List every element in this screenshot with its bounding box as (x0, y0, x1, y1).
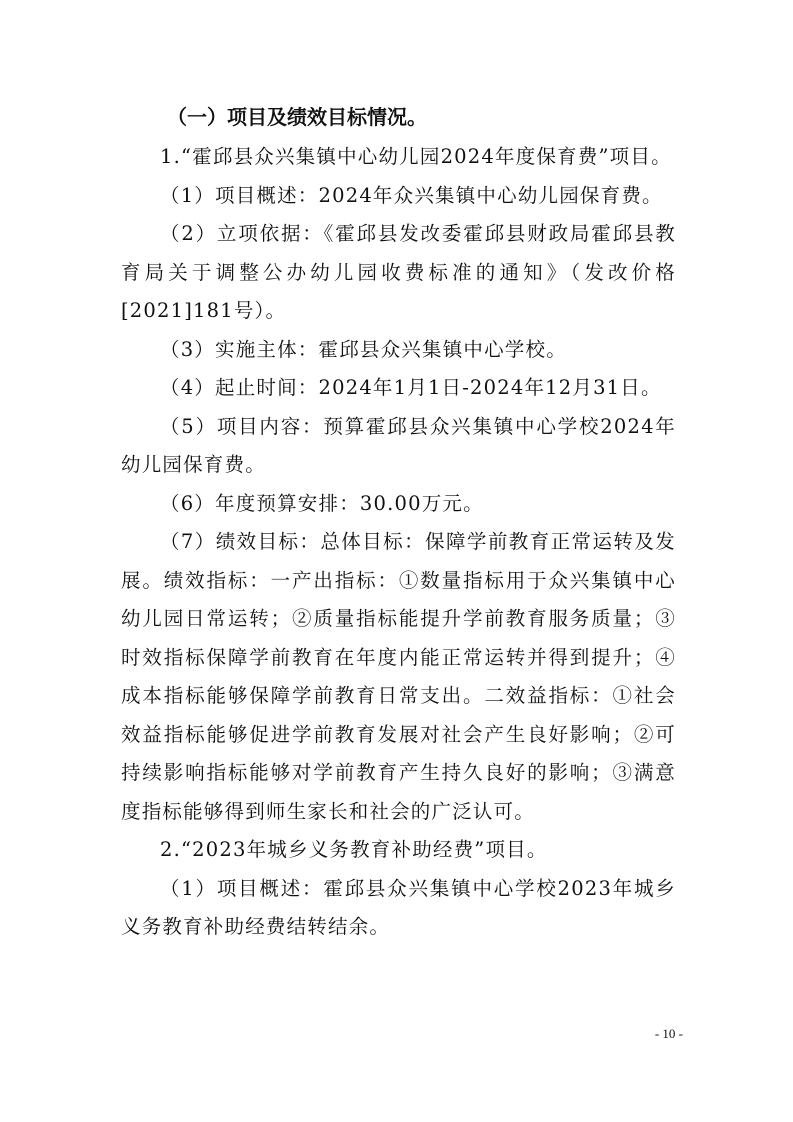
paragraph-budget: （6）年度预算安排：30.00万元。 (160, 491, 484, 515)
document-body (121, 98, 676, 947)
paragraph-project-1-title: 1.“霍邱县众兴集镇中心幼儿园2024年度保育费”项目。 (160, 145, 672, 168)
paragraph-project-2-title: 2.“2023年城乡义务教育补助经费”项目。 (160, 838, 548, 861)
paragraph-content: （5）项目内容：预算霍邱县众兴集镇中心学校2024年幼儿园保育费。 (121, 414, 676, 476)
section-heading: （一）项目及绩效目标情况。 (167, 105, 427, 129)
paragraph-basis: （2）立项依据：《霍邱县发改委霍邱县财政局霍邱县教育局关于调整公办幼儿园收费标准的通知》（发改价格[2021]181号）。 (121, 222, 676, 322)
paragraph-overview: （1）项目概述：2024年众兴集镇中心幼儿园保育费。 (160, 183, 663, 207)
paragraph-project-2-overview: （1）项目概述：霍邱县众兴集镇中心学校2023年城乡义务教育补助经费结转结余。 (121, 876, 676, 938)
paragraph-period: （4）起止时间：2024年1月1日-2024年12月31日。 (160, 376, 662, 399)
paragraph-implementer: （3）实施主体：霍邱县众兴集镇中心学校。 (160, 337, 567, 361)
paragraph-performance-goals: （7）绩效目标：总体目标：保障学前教育正常运转及发展。绩效指标：一产出指标：①数量指标用于众兴集镇中心幼儿园日常运转；②质量指标能提升学前教育服务质量；③时效指标保障学前教育在年度内能正常运转并得到提升；④成本指标能够保障学前教育日常支出。二效益指标：①社会效益指标能够促进学前教育发展对社会产生良好影响；②可持续影响指标能够对学前教育产生持久良好的影响；③满意度指标能够得到师生家长和社会的广泛认可。 (121, 530, 676, 823)
page-number: - 10 - (654, 1026, 683, 1041)
